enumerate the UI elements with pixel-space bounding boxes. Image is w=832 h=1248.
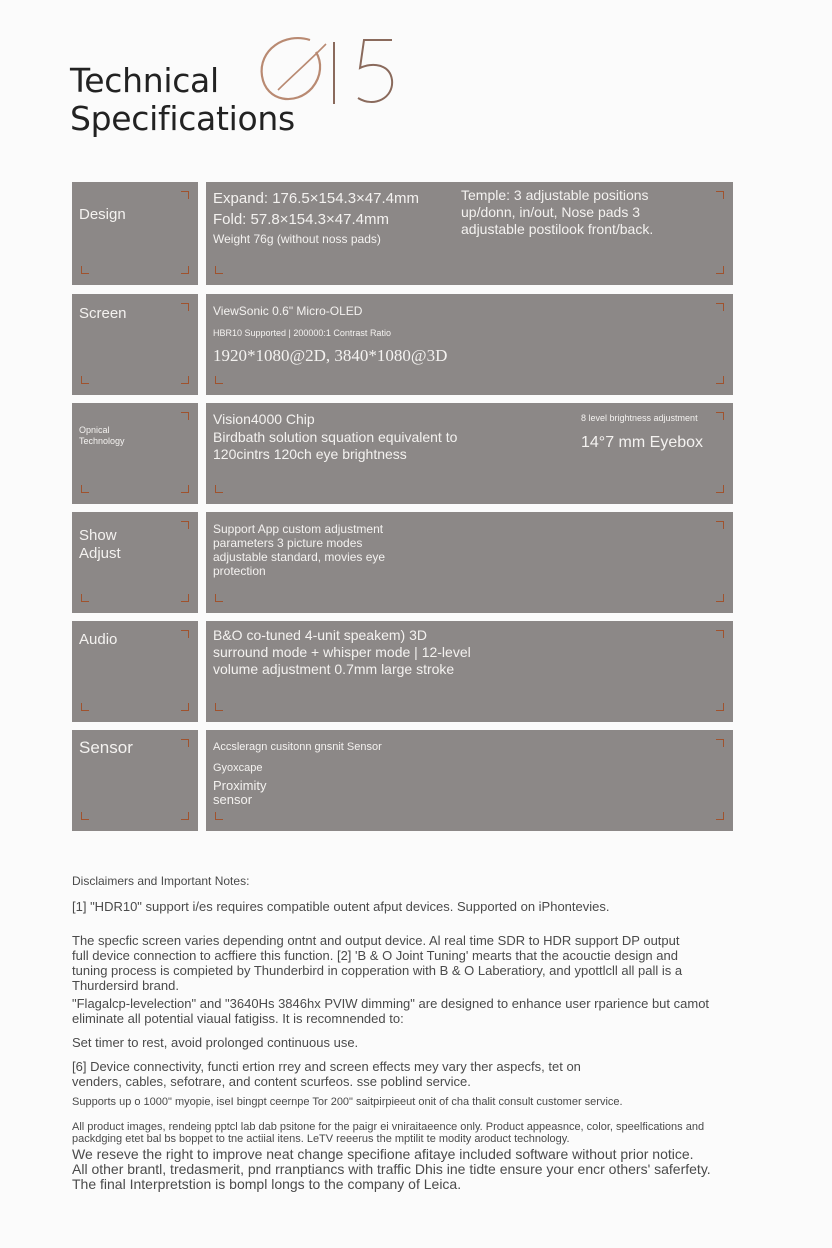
spec-label-audio: Audio [79, 631, 118, 648]
note-product-images: All product images, rendeing pptcl lab dab psitone for the paigr ei vniraitaeence only. Product appeasnce, color, speelfications and packdging etet bal bs boppet to tne actiial itens. LeTV reeerus the mptilit te modity aroduct technology. [72, 1121, 705, 1145]
corner-mark [716, 521, 724, 529]
corner-mark [716, 812, 724, 820]
corner-mark [716, 594, 724, 602]
corner-mark [181, 266, 189, 274]
sensor-proximity: Proximity sensor [213, 778, 267, 807]
optical-brightness-levels: 8 level brightness adjustment [581, 413, 698, 423]
design-weight: Weight 76g (without noss pads) [213, 232, 381, 246]
corner-mark [81, 594, 89, 602]
note-connectivity: [6] Device connectivity, functi ertion rrey and screen effects mey vary ther aspecfs, tet on venders, cables, sefotrare, and content scurfeos. sse poblind service. [72, 1059, 581, 1089]
corner-mark [716, 485, 724, 493]
sensor-gyroscope: Gyoxcape [213, 762, 263, 774]
value-cell-show-adjust [206, 512, 733, 613]
note-dimming: "Flagalcp-levelection" and "3640Hs 3846hx PVIW dimming" are designed to enhance user rparience but camot eliminate all potential viaual fatigiss. It is recomnended to: [72, 996, 710, 1026]
corner-mark [181, 191, 189, 199]
corner-mark [215, 812, 223, 820]
value-cell-design [206, 182, 733, 285]
corner-mark [81, 485, 89, 493]
note-hdr10: [1] "HDR10" support i/es requires compatible outent afput devices. Supported on iPhontevies. [72, 899, 610, 914]
corner-mark [716, 630, 724, 638]
spec-row-screen [72, 294, 733, 395]
label-cell-design [72, 182, 198, 285]
spec-label-sensor: Sensor [79, 738, 133, 757]
design-temple: Temple: 3 adjustable positions up/donn, in/out, Nose pads 3 adjustable postilook front/back. [461, 187, 654, 237]
spec-row-audio [72, 621, 733, 722]
title-line-2: Specifications [70, 99, 295, 138]
value-cell-screen [206, 294, 733, 395]
spec-row-design [72, 182, 733, 285]
o15-logo [250, 28, 400, 108]
optical-eyebox: 14°7 mm Eyebox [581, 434, 704, 451]
title-line-1: Technical [70, 61, 219, 100]
note-myopia: Supports up o 1000" myopie, iseI bingpt ceernpe Tor 200" saitpirpieeut onit of cha thalit consult customer service. [72, 1096, 623, 1108]
corner-mark [181, 594, 189, 602]
value-cell-optical [206, 403, 733, 504]
spec-row-optical [72, 403, 733, 504]
spec-row-show-adjust [72, 512, 733, 613]
spec-row-sensor [72, 730, 733, 831]
value-cell-audio [206, 621, 733, 722]
corner-mark [716, 303, 724, 311]
corner-mark [215, 594, 223, 602]
sensor-accelerometer: Accsleragn cusitonn gnsnit Sensor [213, 741, 382, 753]
label-cell-audio [72, 621, 198, 722]
spec-label-design: Design [79, 206, 126, 223]
corner-mark [181, 376, 189, 384]
corner-mark [716, 376, 724, 384]
label-cell-sensor [72, 730, 198, 831]
corner-mark [716, 266, 724, 274]
optical-chip: Vision4000 Chip [213, 411, 315, 427]
corner-mark [716, 739, 724, 747]
corner-mark [181, 521, 189, 529]
corner-mark [215, 376, 223, 384]
audio-text: B&O co-tuned 4-unit speakem) 3D surround mode + whisper mode | 12-level volume adjustment 0.7mm large stroke [213, 627, 471, 677]
disclaimer-heading: Disclaimers and Important Notes: [72, 874, 250, 888]
note-rest: Set timer to rest, avoid prolonged continuous use. [72, 1035, 359, 1050]
screen-contrast: HBR10 Supported | 200000:1 Contrast Ratio [213, 328, 391, 338]
label-cell-optical [72, 403, 198, 504]
show-adjust-text: Support App custom adjustment parameters 3 picture modes adjustable standard, movies eye protection [213, 522, 386, 578]
design-expand: Expand: 176.5×154.3×47.4mm [213, 190, 419, 207]
corner-mark [181, 630, 189, 638]
corner-mark [215, 266, 223, 274]
design-fold: Fold: 57.8×154.3×47.4mm [213, 211, 389, 228]
corner-mark [215, 703, 223, 711]
corner-mark [81, 266, 89, 274]
note-screen-tuning: The specfic screen varies depending ontnt and output device. Al real time SDR to HDR support DP output full device connection to acffiere this function. [2] 'B & O Joint Tuning' mearts that the acouctie design and tuning process is compieted by Thunderbird in copperation with B & O Laberatiory, and ypottlcll all pall is a Thurdersird brand. [72, 933, 683, 993]
spec-label-screen: Screen [79, 305, 127, 322]
value-cell-sensor [206, 730, 733, 831]
corner-mark [215, 485, 223, 493]
corner-mark [716, 703, 724, 711]
corner-mark [81, 703, 89, 711]
corner-mark [181, 812, 189, 820]
corner-mark [81, 376, 89, 384]
screen-microoled: ViewSonic 0.6" Micro-OLED [213, 304, 363, 318]
corner-mark [716, 191, 724, 199]
note-reserve-rights: We reseve the right to improve neat change specifione afitaye included software without prior notice. All other brantl, tredasmerit, pnd rranptiancs with traffic Dhis ine tidte ensure your encr others' saferfety. The final Interpretstion is bompl longs to the company of Leica. [72, 1146, 711, 1192]
spec-label-optical: Opnical Technology [79, 425, 125, 446]
label-cell-show-adjust [72, 512, 198, 613]
spec-label-show-adjust: Show Adjust [79, 527, 121, 562]
corner-mark [181, 303, 189, 311]
label-cell-screen [72, 294, 198, 395]
corner-mark [181, 485, 189, 493]
optical-birdbath: Birdbath solution squation equivalent to 120cintrs 120ch eye brightness [213, 429, 458, 462]
corner-mark [181, 703, 189, 711]
corner-mark [716, 412, 724, 420]
corner-mark [81, 812, 89, 820]
screen-resolution: 1920*1080@2D, 3840*1080@3D [213, 346, 448, 365]
corner-mark [181, 412, 189, 420]
corner-mark [181, 739, 189, 747]
